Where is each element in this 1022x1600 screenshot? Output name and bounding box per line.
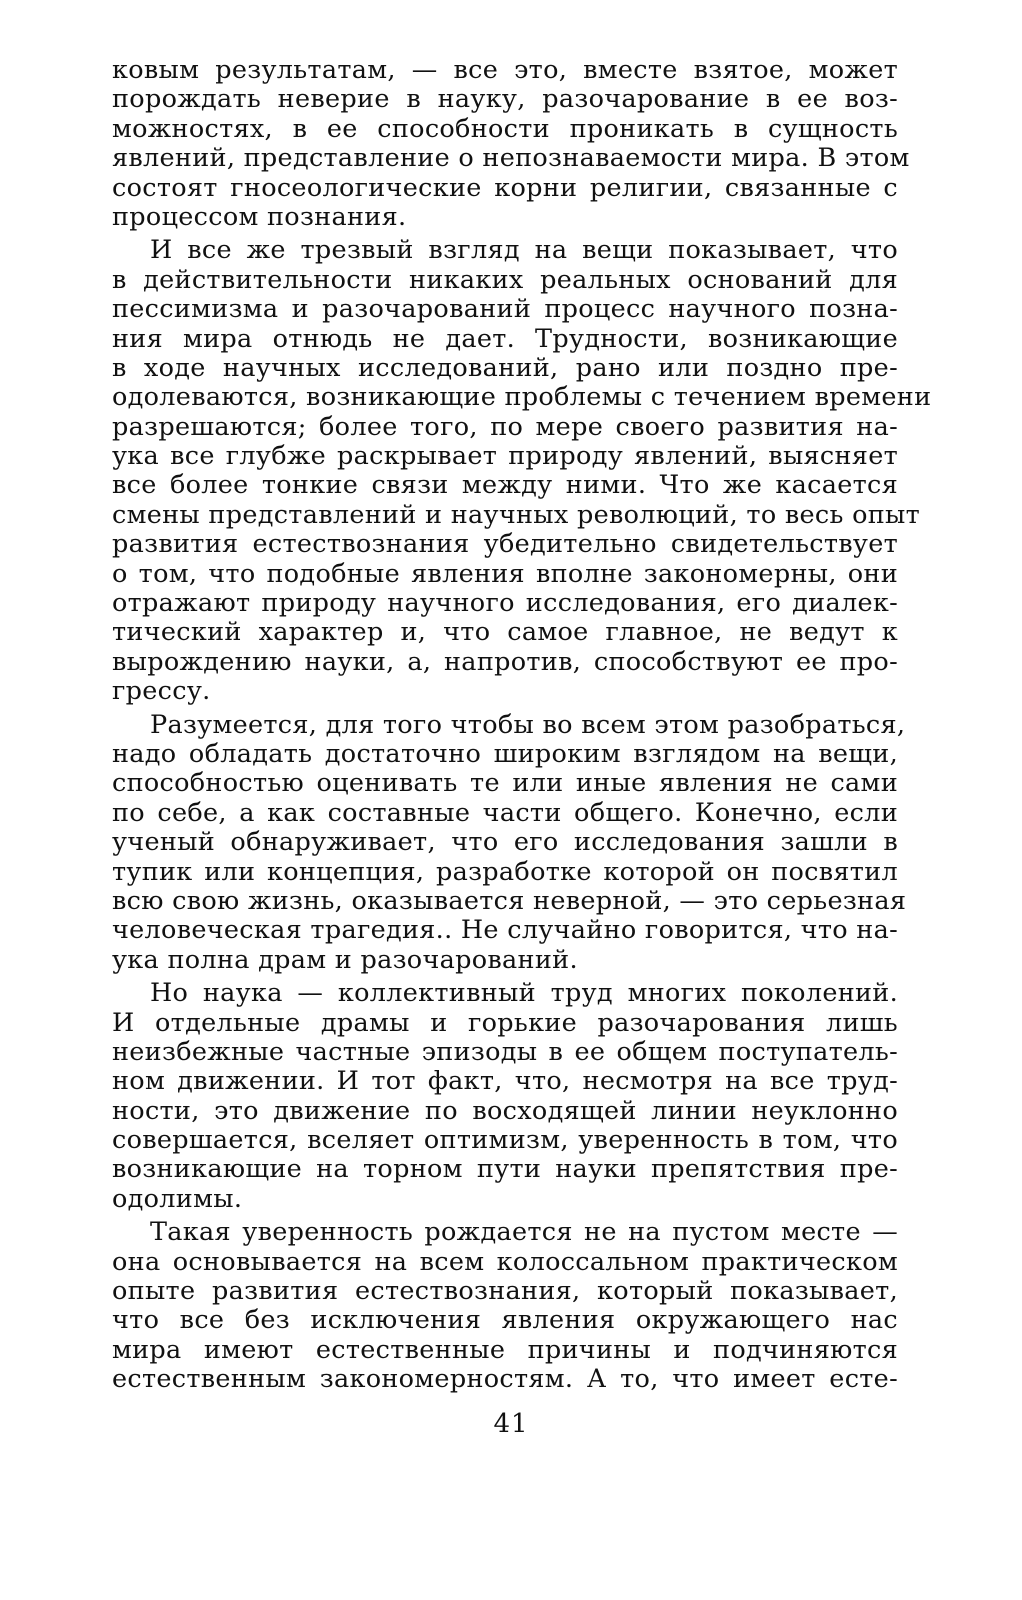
paragraph-2: [112, 235, 932, 707]
text-line: разрешаются; более того, по мере своего развития на-: [112, 411, 898, 442]
paragraph-1: [112, 55, 910, 232]
text-line: И все же трезвый взгляд на вещи показывает, что: [150, 235, 898, 266]
text-line: по себе, а как составные части общего. Конечно, если: [112, 797, 898, 828]
text-line: можностях, в ее способности проникать в сущность: [112, 113, 898, 144]
text-line: тический характер и, что самое главное, не ведут к: [112, 617, 898, 648]
text-line: одолеваются, возникающие проблемы с течением времени: [112, 382, 932, 413]
text-line: грессу.: [112, 676, 211, 707]
text-line: смены представлений и научных революций, то весь опыт: [112, 499, 921, 530]
text-line: она основывается на всем колоссальном практическом: [112, 1246, 898, 1277]
text-line: явлений, представление о непознаваемости мира. В этом: [112, 143, 910, 174]
text-line: ука все глубже раскрывает природу явлений, выясняет: [112, 441, 898, 472]
text-line: что все без исключения явления окружающего нас: [112, 1305, 898, 1336]
page-body: [112, 55, 932, 1395]
text-line: возникающие на торном пути науки препятствия пре-: [112, 1154, 898, 1185]
text-line: ния мира отнюдь не дает. Трудности, возникающие: [112, 323, 898, 354]
text-line: процессом познания.: [112, 201, 407, 232]
text-line: ука полна драм и разочарований.: [112, 944, 578, 975]
text-line: ковым результатам, — все это, вместе взятое, может: [112, 55, 898, 85]
text-line: неизбежные частные эпизоды в ее общем поступатель-: [112, 1036, 898, 1067]
text-line: о том, что подобные явления вполне закономерны, они: [112, 558, 898, 589]
text-line: естественным закономерностям. А то, что имеет есте-: [112, 1364, 898, 1395]
text-line: отражают природу научного исследования, его диалек-: [112, 588, 898, 619]
page-number: 41: [493, 1409, 529, 1439]
text-line: И отдельные драмы и горькие разочарования лишь: [112, 1007, 898, 1038]
text-line: все более тонкие связи между ними. Что же касается: [112, 470, 898, 501]
paragraph-5: [112, 1218, 898, 1394]
text-line: ном движении. И тот факт, что, несмотря на все труд-: [112, 1066, 898, 1097]
text-line: Разумеется, для того чтобы во всем этом разобраться,: [150, 709, 906, 740]
text-line: развития естествознания убедительно свидетельствует: [112, 529, 898, 560]
text-line: всю свою жизнь, оказывается неверной, — это серьезная: [112, 885, 907, 916]
text-line: тупик или концепция, разработке которой он посвятил: [112, 856, 898, 887]
text-line: надо обладать достаточно широким взглядом на вещи,: [112, 738, 898, 769]
text-line: пессимизма и разочарований процесс научного позна-: [112, 294, 898, 325]
text-line: Но наука — коллективный труд многих поколений.: [150, 978, 898, 1009]
text-line: в ходе научных исследований, рано или поздно пре-: [112, 352, 898, 383]
text-line: одолимы.: [112, 1183, 243, 1214]
paragraph-3: [112, 709, 907, 976]
text-line: состоят гносеологические корни религии, связанные с: [112, 172, 898, 203]
text-line: мира имеют естественные причины и подчиняются: [112, 1334, 898, 1365]
text-line: ности, это движение по восходящей линии неуклонно: [112, 1095, 898, 1126]
text-line: способностью оценивать те или иные явления не сами: [112, 768, 898, 799]
text-line: Такая уверенность рождается не на пустом месте —: [150, 1217, 898, 1248]
text-line: порождать неверие в науку, разочарование в ее воз-: [112, 84, 898, 115]
paragraph-4: [112, 979, 898, 1214]
text-line: вырождению науки, а, напротив, способствуют ее про-: [112, 646, 898, 677]
text-line: человеческая трагедия.. Не случайно говорится, что на-: [112, 915, 898, 946]
text-line: опыте развития естествознания, который показывает,: [112, 1276, 898, 1307]
text-line: совершается, вселяет оптимизм, уверенность в том, что: [112, 1125, 898, 1156]
text-line: ученый обнаруживает, что его исследования зашли в: [112, 827, 898, 858]
text-line: в действительности никаких реальных оснований для: [112, 264, 898, 295]
